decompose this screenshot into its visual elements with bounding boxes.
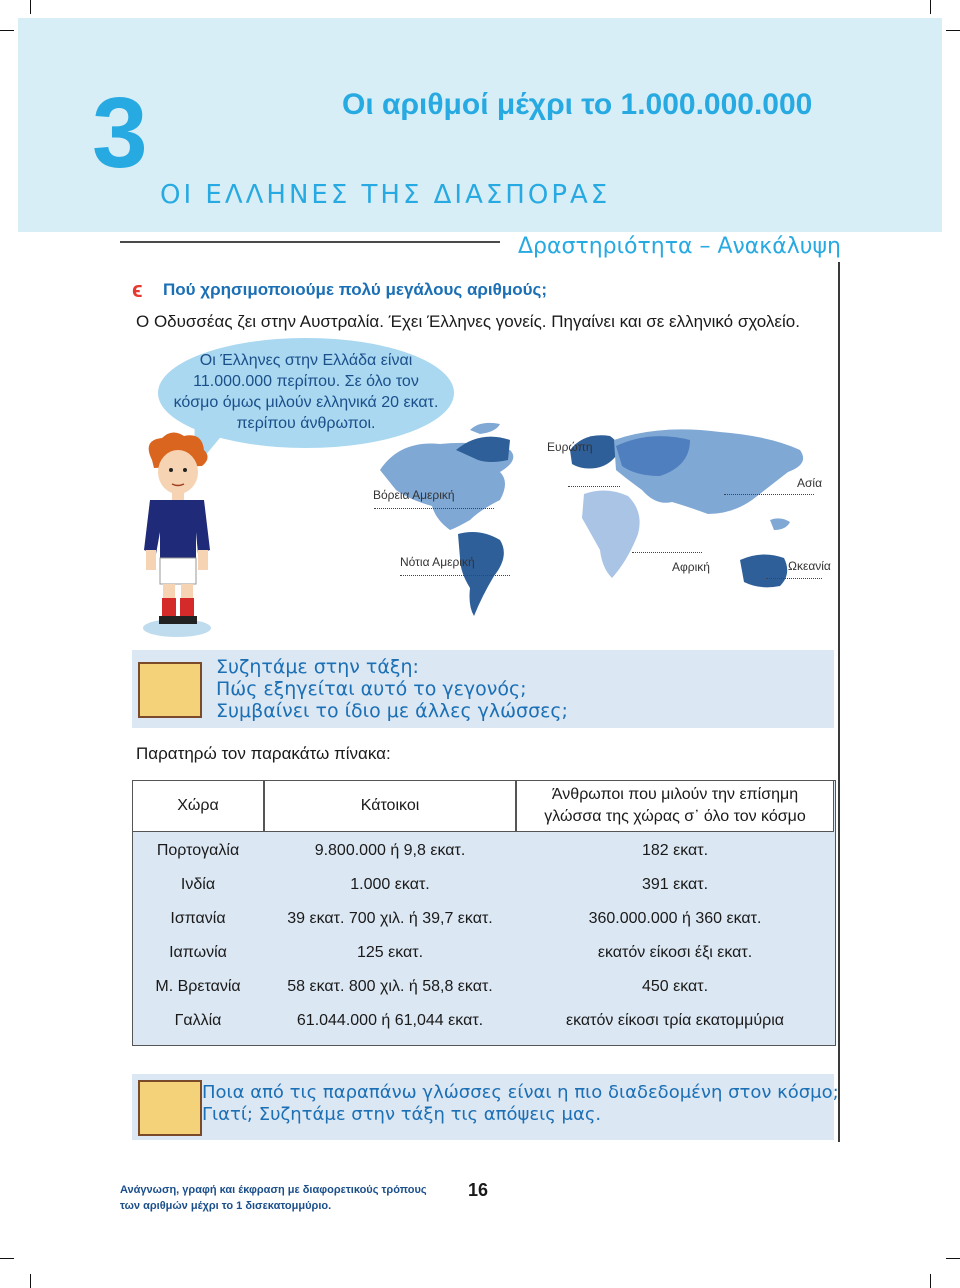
table-cell: 61.044.000 ή 61,044 εκατ. [296,1012,484,1029]
question-heading: Πού χρησιμοποιούμε πολύ μεγάλους αριθμούς; [163,280,548,299]
margin-line [838,262,840,1142]
footer-caption [120,1182,427,1214]
map-label-africa: Αφρική [672,560,710,574]
table-cell: Ινδία [180,876,216,893]
crop-mark [930,0,931,14]
discussion-line: Ποια από τις παραπάνω γλώσσες είναι η πιο διαδεδομένη στον κόσμο; [202,1082,839,1103]
lesson-title: Οι αριθμοί μέχρι το 1.000.000.000 [342,88,813,121]
world-map [360,410,830,640]
table-cell: 391 εκατ. [641,876,709,893]
table-cell: 9.800.000 ή 9,8 εκατ. [314,842,466,859]
discussion-line: Συμβαίνει το ίδιο με άλλες γλώσσες; [216,700,568,722]
table-header-speakers: Άνθρωποι που μιλούν την επίσημη γλώσσα της χώρας σ᾽ όλο τον κόσμο [516,780,834,832]
boy-illustration [132,430,222,640]
observe-instruction: Παρατηρώ τον παρακάτω πίνακα: [136,744,391,763]
intro-text: Ο Οδυσσέας ζει στην Αυστραλία. Έχει Έλληνες γονείς. Πηγαίνει και σε ελληνικό σχολείο. [136,312,800,331]
leader-line [568,486,620,487]
classroom-icon [138,1080,202,1136]
leader-line [724,494,814,495]
table-row [132,936,834,970]
discussion-text [202,1082,839,1126]
footer-line: των αριθμών μέχρι το 1 δισεκατομμύριο. [120,1200,332,1212]
table-cell: 182 εκατ. [641,842,709,859]
header-rule [120,241,500,243]
table-row [132,902,834,936]
bubble-line: 11.000.000 περίπου. Σε όλο τον [193,373,419,390]
footer-line: Ανάγνωση, γραφή και έκφραση με διαφορετικούς τρόπους [120,1184,427,1196]
table-cell: Πορτογαλία [156,842,240,859]
table-cell: εκατόν είκοσι τρία εκατομμύρια [565,1012,785,1029]
leader-line [632,552,702,553]
table-cell: Μ. Βρετανία [155,978,241,995]
table-cell: 58 εκατ. 800 χιλ. ή 58,8 εκατ. [287,978,493,995]
table-cell: Γαλλία [174,1012,222,1029]
table-cell: 1.000 εκατ. [350,876,430,893]
table-row [132,868,834,902]
table-row [132,834,834,868]
map-label-north-america: Βόρεια Αμερική [373,488,455,502]
table-cell: Ισπανία [170,910,226,927]
classroom-icon [138,662,202,718]
crop-mark [946,30,960,31]
table-cell: εκατόν είκοσι έξι εκατ. [597,944,753,961]
table-cell: 360.000.000 ή 360 εκατ. [588,910,762,927]
table-cell: Ιαπωνία [169,944,227,961]
chapter-subtitle: ΟΙ ΕΛΛΗΝΕΣ ΤΗΣ ΔΙΑΣΠΟΡΑΣ [160,180,611,210]
crop-mark [0,1258,14,1259]
crop-mark [30,1274,31,1288]
ear-icon: ϵ [132,277,143,302]
discussion-text [216,656,568,722]
map-label-oceania: Ωκεανία [788,559,831,573]
map-label-europe: Ευρώπη [547,440,593,454]
discussion-line: Πώς εξηγείται αυτό το γεγονός; [216,678,527,700]
bubble-line: κόσμο όμως μιλούν ελληνικά 20 εκατ. [173,394,439,411]
activity-label: Δραστηριότητα – Ανακάλυψη [518,234,841,259]
crop-mark [946,1258,960,1259]
discussion-line: Γιατί; Συζητάμε στην τάξη τις απόψεις μας. [202,1104,602,1125]
bubble-line: Οι Έλληνες στην Ελλάδα είναι [199,352,413,369]
chapter-number: 3 [92,77,146,189]
table-cell: 125 εκατ. [356,944,424,961]
crop-mark [30,0,31,14]
table-header-country: Χώρα [132,780,264,832]
bubble-line: περίπου άνθρωποι. [236,415,376,432]
crop-mark [0,30,14,31]
table-cell: 450 εκατ. [641,978,709,995]
table-header-inhabitants: Κάτοικοι [264,780,516,832]
table-row [132,1004,834,1038]
map-label-south-america: Νότια Αμερική [400,555,475,569]
crop-mark [930,1274,931,1288]
leader-line [374,508,494,509]
map-label-asia: Ασία [797,476,823,490]
table-cell: 39 εκατ. 700 χιλ. ή 39,7 εκατ. [287,910,493,927]
page-number: 16 [468,1180,489,1200]
table-row [132,970,834,1004]
leader-line [400,575,510,576]
leader-line [766,578,822,579]
discussion-line: Συζητάμε στην τάξη: [216,656,419,678]
